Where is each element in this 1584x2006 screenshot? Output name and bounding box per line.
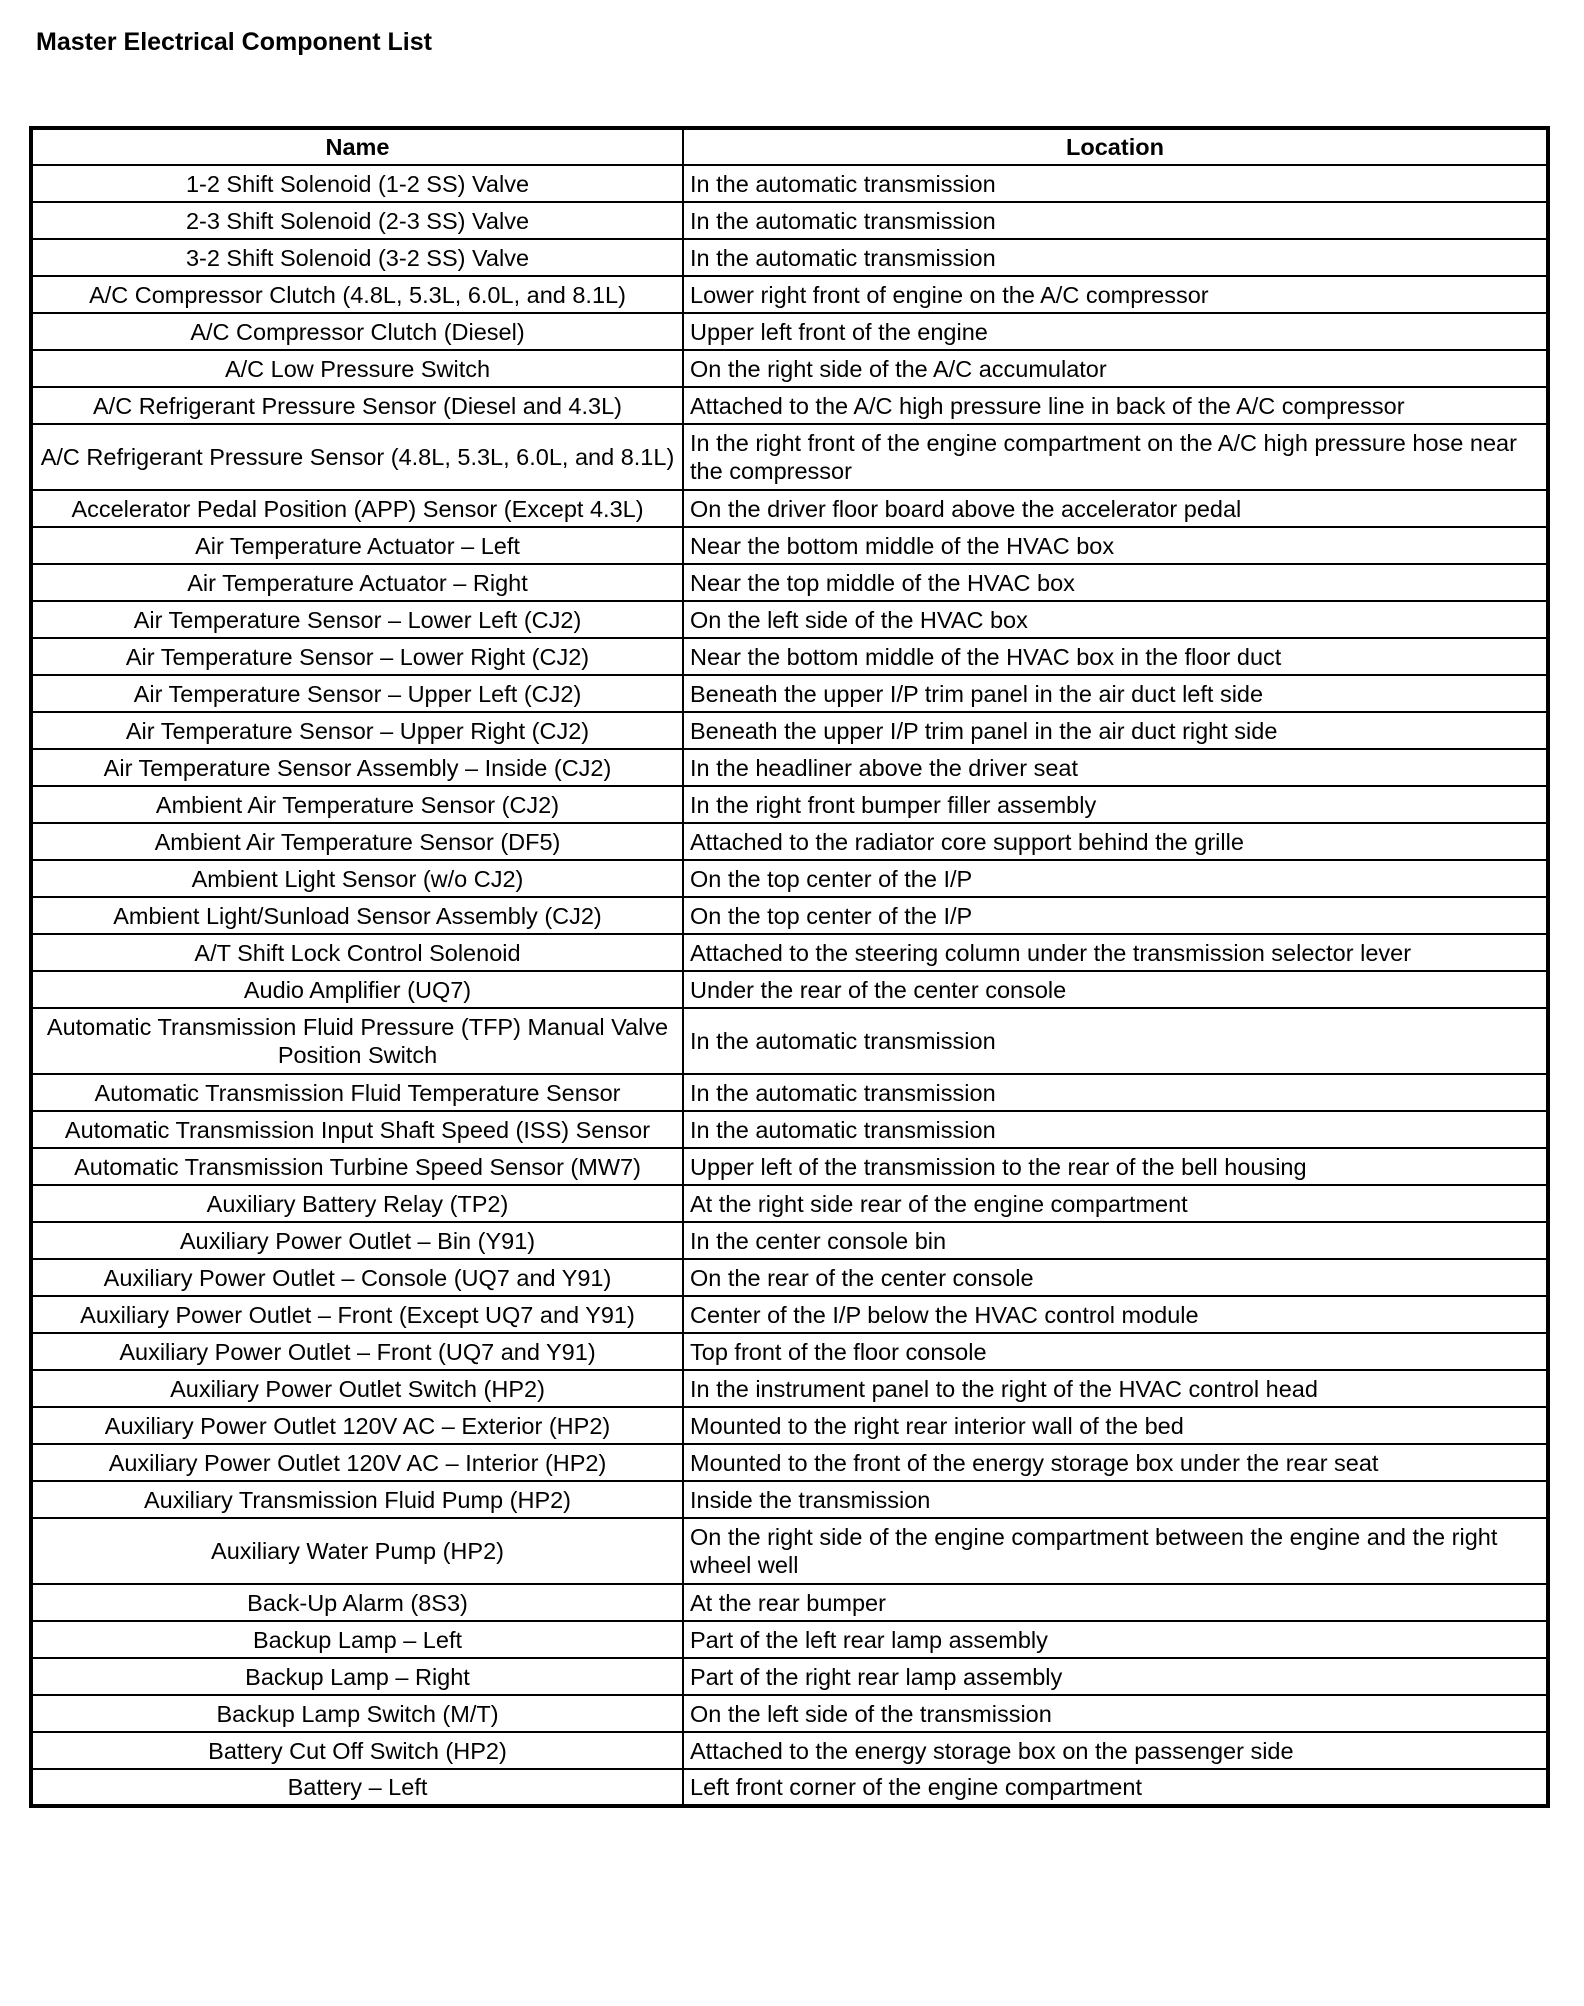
column-header-name: Name <box>31 128 683 165</box>
table-row <box>31 1296 1548 1333</box>
component-name-cell: Ambient Light/Sunload Sensor Assembly (CJ2) <box>31 897 683 934</box>
component-name-cell: Automatic Transmission Fluid Pressure (TFP) Manual Valve Position Switch <box>31 1008 683 1074</box>
component-location-cell: Part of the left rear lamp assembly <box>683 1621 1548 1658</box>
component-location-cell: In the automatic transmission <box>683 1074 1548 1111</box>
component-name-cell: Auxiliary Transmission Fluid Pump (HP2) <box>31 1481 683 1518</box>
component-name-cell: Automatic Transmission Turbine Speed Sensor (MW7) <box>31 1148 683 1185</box>
component-name-cell: 3-2 Shift Solenoid (3-2 SS) Valve <box>31 239 683 276</box>
component-location-cell: On the top center of the I/P <box>683 897 1548 934</box>
component-location-cell: At the rear bumper <box>683 1584 1548 1621</box>
component-name-cell: Automatic Transmission Fluid Temperature Sensor <box>31 1074 683 1111</box>
component-name-cell: Auxiliary Water Pump (HP2) <box>31 1518 683 1584</box>
component-name-cell: Backup Lamp – Right <box>31 1658 683 1695</box>
component-location-cell: On the top center of the I/P <box>683 860 1548 897</box>
table-body <box>31 165 1548 1806</box>
component-name-cell: Auxiliary Power Outlet 120V AC – Exterior (HP2) <box>31 1407 683 1444</box>
component-location-cell: In the automatic transmission <box>683 1111 1548 1148</box>
component-name-cell: Auxiliary Power Outlet 120V AC – Interior (HP2) <box>31 1444 683 1481</box>
table-row <box>31 786 1548 823</box>
table-row <box>31 1695 1548 1732</box>
component-location-cell: On the left side of the HVAC box <box>683 601 1548 638</box>
component-name-cell: A/C Refrigerant Pressure Sensor (4.8L, 5.3L, 6.0L, and 8.1L) <box>31 424 683 490</box>
table-row <box>31 165 1548 202</box>
table-row <box>31 601 1548 638</box>
table-row <box>31 239 1548 276</box>
table-row <box>31 1769 1548 1806</box>
component-table <box>29 126 1550 1808</box>
component-name-cell: A/C Refrigerant Pressure Sensor (Diesel and 4.3L) <box>31 387 683 424</box>
table-row <box>31 1185 1548 1222</box>
component-location-cell: On the right side of the engine compartment between the engine and the right wheel well <box>683 1518 1548 1584</box>
table-row <box>31 202 1548 239</box>
component-location-cell: Part of the right rear lamp assembly <box>683 1658 1548 1695</box>
table-row <box>31 860 1548 897</box>
table-row <box>31 675 1548 712</box>
component-name-cell: Back-Up Alarm (8S3) <box>31 1584 683 1621</box>
component-name-cell: Backup Lamp Switch (M/T) <box>31 1695 683 1732</box>
table-row <box>31 712 1548 749</box>
table-row <box>31 527 1548 564</box>
table-row <box>31 897 1548 934</box>
component-name-cell: 2-3 Shift Solenoid (2-3 SS) Valve <box>31 202 683 239</box>
table-row <box>31 1518 1548 1584</box>
table-row <box>31 1481 1548 1518</box>
component-name-cell: Auxiliary Power Outlet – Front (UQ7 and Y91) <box>31 1333 683 1370</box>
table-row <box>31 749 1548 786</box>
table-row <box>31 1444 1548 1481</box>
component-name-cell: Auxiliary Battery Relay (TP2) <box>31 1185 683 1222</box>
component-location-cell: On the driver floor board above the accelerator pedal <box>683 490 1548 527</box>
component-location-cell: Near the bottom middle of the HVAC box <box>683 527 1548 564</box>
component-name-cell: Audio Amplifier (UQ7) <box>31 971 683 1008</box>
table-row <box>31 350 1548 387</box>
component-location-cell: In the automatic transmission <box>683 202 1548 239</box>
table-row <box>31 424 1548 490</box>
component-location-cell: Upper left of the transmission to the rear of the bell housing <box>683 1148 1548 1185</box>
component-location-cell: In the right front bumper filler assembly <box>683 786 1548 823</box>
component-location-cell: Inside the transmission <box>683 1481 1548 1518</box>
table-row <box>31 1333 1548 1370</box>
component-location-cell: Mounted to the right rear interior wall of the bed <box>683 1407 1548 1444</box>
component-name-cell: Ambient Air Temperature Sensor (CJ2) <box>31 786 683 823</box>
component-location-cell: Attached to the A/C high pressure line in back of the A/C compressor <box>683 387 1548 424</box>
component-name-cell: 1-2 Shift Solenoid (1-2 SS) Valve <box>31 165 683 202</box>
component-location-cell: In the automatic transmission <box>683 239 1548 276</box>
component-name-cell: Auxiliary Power Outlet – Front (Except UQ7 and Y91) <box>31 1296 683 1333</box>
component-name-cell: Auxiliary Power Outlet – Console (UQ7 and Y91) <box>31 1259 683 1296</box>
component-location-cell: Upper left front of the engine <box>683 313 1548 350</box>
component-name-cell: A/C Low Pressure Switch <box>31 350 683 387</box>
table-header-row <box>31 128 1548 165</box>
component-location-cell: Beneath the upper I/P trim panel in the air duct left side <box>683 675 1548 712</box>
component-name-cell: Backup Lamp – Left <box>31 1621 683 1658</box>
component-location-cell: Near the bottom middle of the HVAC box in the floor duct <box>683 638 1548 675</box>
component-location-cell: In the automatic transmission <box>683 1008 1548 1074</box>
component-location-cell: In the center console bin <box>683 1222 1548 1259</box>
table-row <box>31 1407 1548 1444</box>
component-name-cell: Air Temperature Sensor – Upper Right (CJ2) <box>31 712 683 749</box>
component-name-cell: A/C Compressor Clutch (4.8L, 5.3L, 6.0L, and 8.1L) <box>31 276 683 313</box>
table-row <box>31 638 1548 675</box>
table-row <box>31 1370 1548 1407</box>
component-name-cell: Battery – Left <box>31 1769 683 1806</box>
table-row <box>31 971 1548 1008</box>
component-name-cell: Auxiliary Power Outlet Switch (HP2) <box>31 1370 683 1407</box>
component-name-cell: Air Temperature Sensor – Lower Right (CJ2) <box>31 638 683 675</box>
table-row <box>31 313 1548 350</box>
component-location-cell: Lower right front of engine on the A/C compressor <box>683 276 1548 313</box>
component-location-cell: In the headliner above the driver seat <box>683 749 1548 786</box>
component-name-cell: Air Temperature Actuator – Left <box>31 527 683 564</box>
component-location-cell: In the automatic transmission <box>683 165 1548 202</box>
component-location-cell: Top front of the floor console <box>683 1333 1548 1370</box>
table-row <box>31 1732 1548 1769</box>
column-header-location: Location <box>683 128 1548 165</box>
component-name-cell: Auxiliary Power Outlet – Bin (Y91) <box>31 1222 683 1259</box>
component-location-cell: At the right side rear of the engine compartment <box>683 1185 1548 1222</box>
table-row <box>31 276 1548 313</box>
component-location-cell: In the instrument panel to the right of the HVAC control head <box>683 1370 1548 1407</box>
component-name-cell: A/T Shift Lock Control Solenoid <box>31 934 683 971</box>
table-row <box>31 1584 1548 1621</box>
component-location-cell: Beneath the upper I/P trim panel in the air duct right side <box>683 712 1548 749</box>
table-row <box>31 1111 1548 1148</box>
component-name-cell: Air Temperature Sensor Assembly – Inside (CJ2) <box>31 749 683 786</box>
table-row <box>31 934 1548 971</box>
component-name-cell: Air Temperature Sensor – Upper Left (CJ2) <box>31 675 683 712</box>
table-row <box>31 1621 1548 1658</box>
component-name-cell: Ambient Air Temperature Sensor (DF5) <box>31 823 683 860</box>
component-location-cell: Attached to the energy storage box on the passenger side <box>683 1732 1548 1769</box>
component-location-cell: On the right side of the A/C accumulator <box>683 350 1548 387</box>
table-row <box>31 1222 1548 1259</box>
table-row <box>31 1008 1548 1074</box>
component-name-cell: Ambient Light Sensor (w/o CJ2) <box>31 860 683 897</box>
table-row <box>31 1658 1548 1695</box>
component-location-cell: On the rear of the center console <box>683 1259 1548 1296</box>
component-name-cell: Automatic Transmission Input Shaft Speed (ISS) Sensor <box>31 1111 683 1148</box>
component-name-cell: Air Temperature Actuator – Right <box>31 564 683 601</box>
table-row <box>31 1074 1548 1111</box>
component-name-cell: Battery Cut Off Switch (HP2) <box>31 1732 683 1769</box>
component-location-cell: Attached to the steering column under the transmission selector lever <box>683 934 1548 971</box>
table-row <box>31 564 1548 601</box>
component-location-cell: In the right front of the engine compartment on the A/C high pressure hose near the compressor <box>683 424 1548 490</box>
page-title: Master Electrical Component List <box>36 28 432 56</box>
table-row <box>31 387 1548 424</box>
component-name-cell: Air Temperature Sensor – Lower Left (CJ2) <box>31 601 683 638</box>
component-location-cell: Center of the I/P below the HVAC control module <box>683 1296 1548 1333</box>
component-location-cell: Near the top middle of the HVAC box <box>683 564 1548 601</box>
table-row <box>31 823 1548 860</box>
table-row <box>31 1148 1548 1185</box>
component-location-cell: Under the rear of the center console <box>683 971 1548 1008</box>
component-name-cell: Accelerator Pedal Position (APP) Sensor (Except 4.3L) <box>31 490 683 527</box>
component-location-cell: Attached to the radiator core support behind the grille <box>683 823 1548 860</box>
table-row <box>31 490 1548 527</box>
component-name-cell: A/C Compressor Clutch (Diesel) <box>31 313 683 350</box>
table-row <box>31 1259 1548 1296</box>
component-location-cell: On the left side of the transmission <box>683 1695 1548 1732</box>
component-location-cell: Mounted to the front of the energy storage box under the rear seat <box>683 1444 1548 1481</box>
component-location-cell: Left front corner of the engine compartment <box>683 1769 1548 1806</box>
